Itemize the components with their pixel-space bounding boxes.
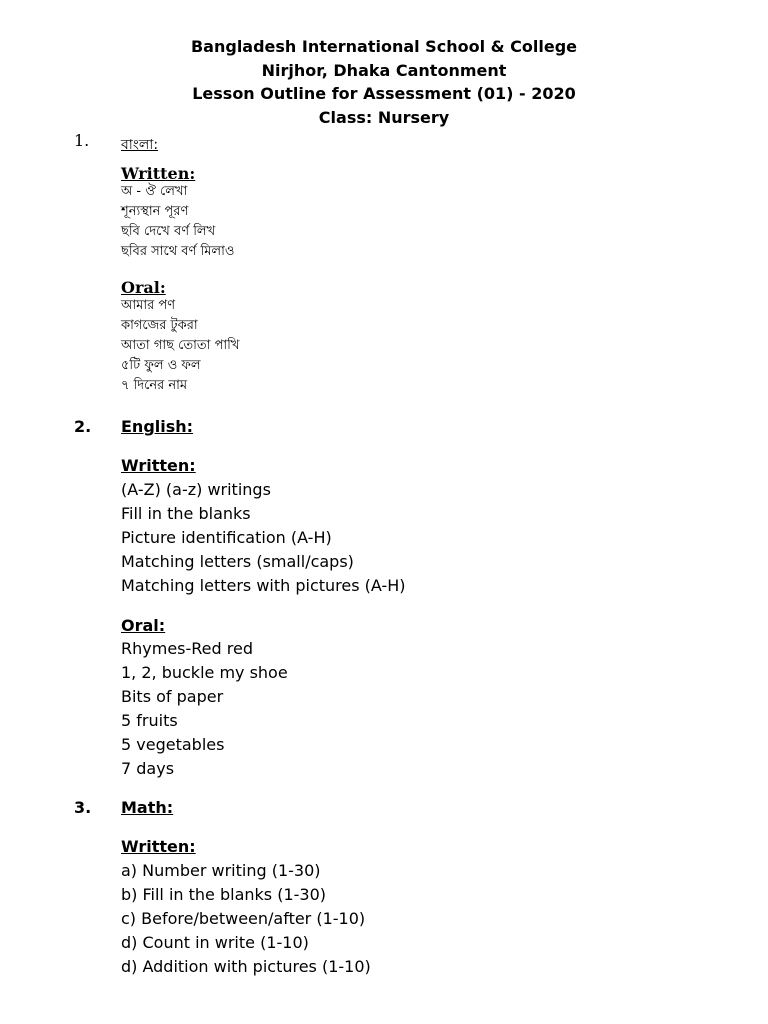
school-location: Nirjhor, Dhaka Cantonment <box>261 60 507 80</box>
list-item: Bits of paper <box>121 687 224 706</box>
section-title: English: <box>121 417 194 436</box>
section-number: 2. <box>74 417 92 436</box>
written-list <box>121 478 406 598</box>
written-list <box>121 859 371 979</box>
list-item: d) Count in write (1-10) <box>121 933 309 952</box>
list-item: Picture identification (A-H) <box>121 528 332 547</box>
document-header <box>0 35 768 129</box>
list-item: 7 days <box>121 759 175 778</box>
oral-list <box>121 296 239 396</box>
list-item: ছবির সাথে বর্ণ মিলাও <box>121 244 235 259</box>
list-item: c) Before/between/after (1-10) <box>121 909 366 928</box>
oral-heading: Oral: <box>121 278 166 297</box>
written-heading: Written: <box>121 837 196 856</box>
oral-heading: Oral: <box>121 616 166 635</box>
list-item: b) Fill in the blanks (1-30) <box>121 885 326 904</box>
list-item: কাগজের টুকরা <box>121 318 198 333</box>
section-number: 3. <box>74 798 92 817</box>
section-title: বাংলা: <box>121 137 159 153</box>
written-heading: Written: <box>121 456 196 475</box>
school-name: Bangladesh International School & College <box>190 37 577 56</box>
list-item: আতা গাছ তোতা পাখি <box>121 338 240 353</box>
list-item: ছবি দেখে বর্ণ লিখ <box>121 224 216 239</box>
list-item: শূন্যস্থান পূরণ <box>121 204 189 219</box>
list-item: 1, 2, buckle my shoe <box>121 663 288 682</box>
oral-list <box>121 637 288 781</box>
list-item: আমার পণ <box>121 298 176 313</box>
list-item: Rhymes-Red red <box>121 639 253 658</box>
written-heading: Written: <box>121 164 196 183</box>
list-item: Matching letters (small/caps) <box>121 552 354 571</box>
list-item: a) Number writing (1-30) <box>121 861 321 880</box>
assessment-title: Lesson Outline for Assessment (01) - 2020 <box>192 84 576 103</box>
list-item: অ - ঔ লেখা <box>121 184 188 199</box>
list-item: Fill in the blanks <box>121 504 251 523</box>
list-item: 5 fruits <box>121 711 178 730</box>
list-item: Matching letters with pictures (A-H) <box>121 576 406 595</box>
list-item: ৫টি ফুল ও ফল <box>121 358 201 373</box>
section-number: 1. <box>74 131 90 150</box>
list-item: ৭ দিনের নাম <box>121 378 188 393</box>
list-item: (A-Z) (a-z) writings <box>121 480 271 499</box>
section-title: Math: <box>121 798 174 817</box>
list-item: d) Addition with pictures (1-10) <box>121 957 371 976</box>
written-list <box>121 182 234 262</box>
class-name: Class: Nursery <box>318 107 450 127</box>
list-item: 5 vegetables <box>121 735 225 754</box>
